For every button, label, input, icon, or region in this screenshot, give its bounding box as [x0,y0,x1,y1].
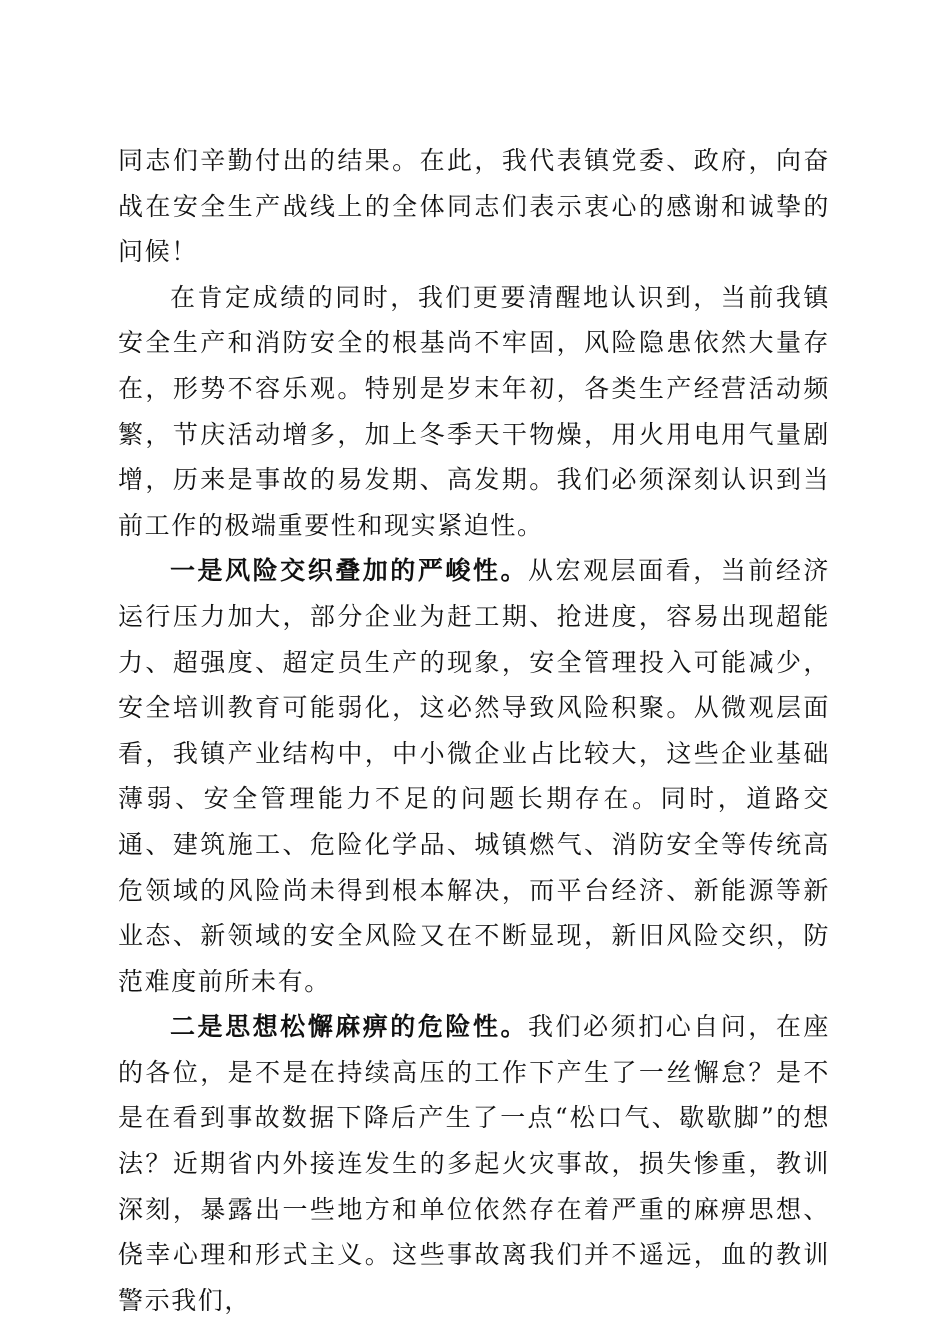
paragraph-text: 同志们辛勤付出的结果。在此，我代表镇党委、政府，向奋战在安全生产战线上的全体同志们表示衷心的感谢和诚挚的问候！ [118,146,830,267]
paragraph-risk [118,548,830,1004]
paragraph-situation [118,275,830,549]
paragraph-continuation [118,138,830,275]
document-body [118,138,830,1323]
paragraph-complacency [118,1004,830,1323]
paragraph-lead-heading: 二是思想松懈麻痹的危险性。 [170,1012,528,1042]
paragraph-lead-heading: 一是风险交织叠加的严峻性。 [170,556,528,586]
paragraph-text: 从宏观层面看，当前经济运行压力加大，部分企业为赶工期、抢进度，容易出现超能力、超强度、超定员生产的现象，安全管理投入可能减少，安全培训教育可能弱化，这必然导致风险积聚。从微观层面看，我镇产业结构中，中小微企业占比较大，这些企业基础薄弱、安全管理能力不足的问题长期存在。同时，道路交通、建筑施工、危险化学品、城镇燃气、消防安全等传统高危领域的风险尚未得到根本解决，而平台经济、新能源等新业态、新领域的安全风险又在不断显现，新旧风险交织，防范难度前所未有。 [118,556,830,996]
paragraph-text: 在肯定成绩的同时，我们更要清醒地认识到，当前我镇安全生产和消防安全的根基尚不牢固，风险隐患依然大量存在，形势不容乐观。特别是岁末年初，各类生产经营活动频繁，节庆活动增多，加上冬季天干物燥，用火用电用气量剧增，历来是事故的易发期、高发期。我们必须深刻认识到当前工作的极端重要性和现实紧迫性。 [118,282,830,540]
paragraph-text: 我们必须扪心自问，在座的各位，是不是在持续高压的工作下产生了一丝懈怠？是不是在看到事故数据下降后产生了一点“松口气、歇歇脚”的想法？近期省内外接连发生的多起火灾事故，损失惨重，教训深刻，暴露出一些地方和单位依然存在着严重的麻痹思想、侥幸心理和形式主义。这些事故离我们并不遥远，血的教训警示我们， [118,1012,830,1315]
